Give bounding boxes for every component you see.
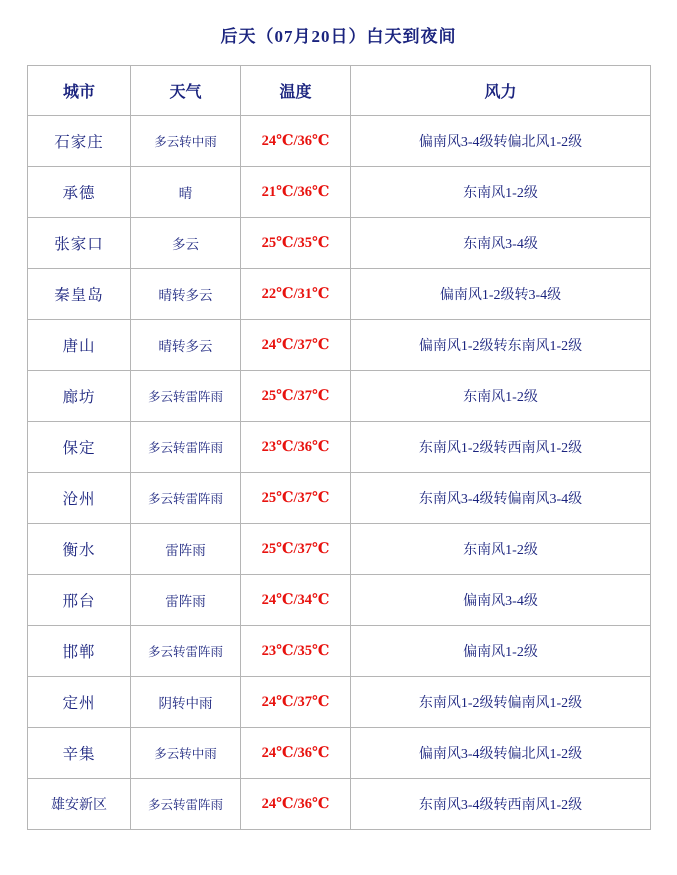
cell-wind: 偏南风1-2级转东南风1-2级	[351, 320, 651, 371]
table-header-row	[28, 66, 651, 116]
table-row	[28, 218, 651, 269]
cell-temperature: 25℃/37℃	[241, 371, 351, 422]
cell-temperature: 24℃/36℃	[241, 116, 351, 167]
cell-weather: 多云转雷阵雨	[131, 779, 241, 830]
cell-wind: 偏南风3-4级转偏北风1-2级	[351, 728, 651, 779]
cell-temperature: 24℃/37℃	[241, 320, 351, 371]
cell-weather: 多云转中雨	[131, 116, 241, 167]
table-row	[28, 677, 651, 728]
table-row	[28, 116, 651, 167]
cell-city: 衡水	[28, 524, 131, 575]
cell-city: 定州	[28, 677, 131, 728]
cell-temperature: 24℃/36℃	[241, 728, 351, 779]
cell-city: 唐山	[28, 320, 131, 371]
column-header-wind: 风力	[351, 66, 651, 116]
cell-wind: 东南风1-2级	[351, 524, 651, 575]
cell-city: 张家口	[28, 218, 131, 269]
cell-city: 邯郸	[28, 626, 131, 677]
table-row	[28, 626, 651, 677]
cell-weather: 多云转中雨	[131, 728, 241, 779]
table-row	[28, 320, 651, 371]
cell-weather: 多云转雷阵雨	[131, 371, 241, 422]
table-row	[28, 269, 651, 320]
cell-city: 沧州	[28, 473, 131, 524]
cell-weather: 多云转雷阵雨	[131, 422, 241, 473]
column-header-temperature: 温度	[241, 66, 351, 116]
cell-wind: 偏南风1-2级转3-4级	[351, 269, 651, 320]
cell-wind: 东南风1-2级转西南风1-2级	[351, 422, 651, 473]
cell-wind: 东南风3-4级转偏南风3-4级	[351, 473, 651, 524]
table-row	[28, 167, 651, 218]
cell-weather: 雷阵雨	[131, 575, 241, 626]
table-row	[28, 524, 651, 575]
cell-wind: 偏南风3-4级转偏北风1-2级	[351, 116, 651, 167]
table-row	[28, 473, 651, 524]
cell-temperature: 24℃/36℃	[241, 779, 351, 830]
cell-weather: 雷阵雨	[131, 524, 241, 575]
cell-weather: 阴转中雨	[131, 677, 241, 728]
cell-city: 保定	[28, 422, 131, 473]
cell-temperature: 25℃/37℃	[241, 524, 351, 575]
cell-temperature: 21℃/36℃	[241, 167, 351, 218]
cell-city: 辛集	[28, 728, 131, 779]
cell-wind: 东南风1-2级	[351, 167, 651, 218]
forecast-table-container	[27, 65, 650, 830]
table-row	[28, 371, 651, 422]
table-header	[28, 66, 651, 116]
cell-temperature: 24℃/34℃	[241, 575, 351, 626]
cell-weather: 晴转多云	[131, 269, 241, 320]
cell-weather: 多云	[131, 218, 241, 269]
cell-temperature: 24℃/37℃	[241, 677, 351, 728]
cell-weather: 晴	[131, 167, 241, 218]
cell-temperature: 22℃/31℃	[241, 269, 351, 320]
cell-wind: 偏南风1-2级	[351, 626, 651, 677]
cell-wind: 东南风3-4级	[351, 218, 651, 269]
cell-city: 秦皇岛	[28, 269, 131, 320]
cell-city: 邢台	[28, 575, 131, 626]
cell-city: 石家庄	[28, 116, 131, 167]
cell-temperature: 23℃/36℃	[241, 422, 351, 473]
cell-city: 廊坊	[28, 371, 131, 422]
cell-weather: 多云转雷阵雨	[131, 473, 241, 524]
cell-weather: 多云转雷阵雨	[131, 626, 241, 677]
column-header-weather: 天气	[131, 66, 241, 116]
cell-wind: 东南风1-2级	[351, 371, 651, 422]
table-row	[28, 779, 651, 830]
table-row	[28, 422, 651, 473]
cell-weather: 晴转多云	[131, 320, 241, 371]
cell-wind: 偏南风3-4级	[351, 575, 651, 626]
cell-wind: 东南风1-2级转偏南风1-2级	[351, 677, 651, 728]
cell-wind: 东南风3-4级转西南风1-2级	[351, 779, 651, 830]
table-body	[28, 116, 651, 830]
weather-forecast-table	[27, 65, 651, 830]
cell-temperature: 25℃/37℃	[241, 473, 351, 524]
cell-temperature: 25℃/35℃	[241, 218, 351, 269]
column-header-city: 城市	[28, 66, 131, 116]
cell-city: 承德	[28, 167, 131, 218]
table-row	[28, 728, 651, 779]
cell-temperature: 23℃/35℃	[241, 626, 351, 677]
cell-city: 雄安新区	[28, 779, 131, 830]
page-title: 后天（07月20日）白天到夜间	[220, 27, 457, 46]
table-row	[28, 575, 651, 626]
